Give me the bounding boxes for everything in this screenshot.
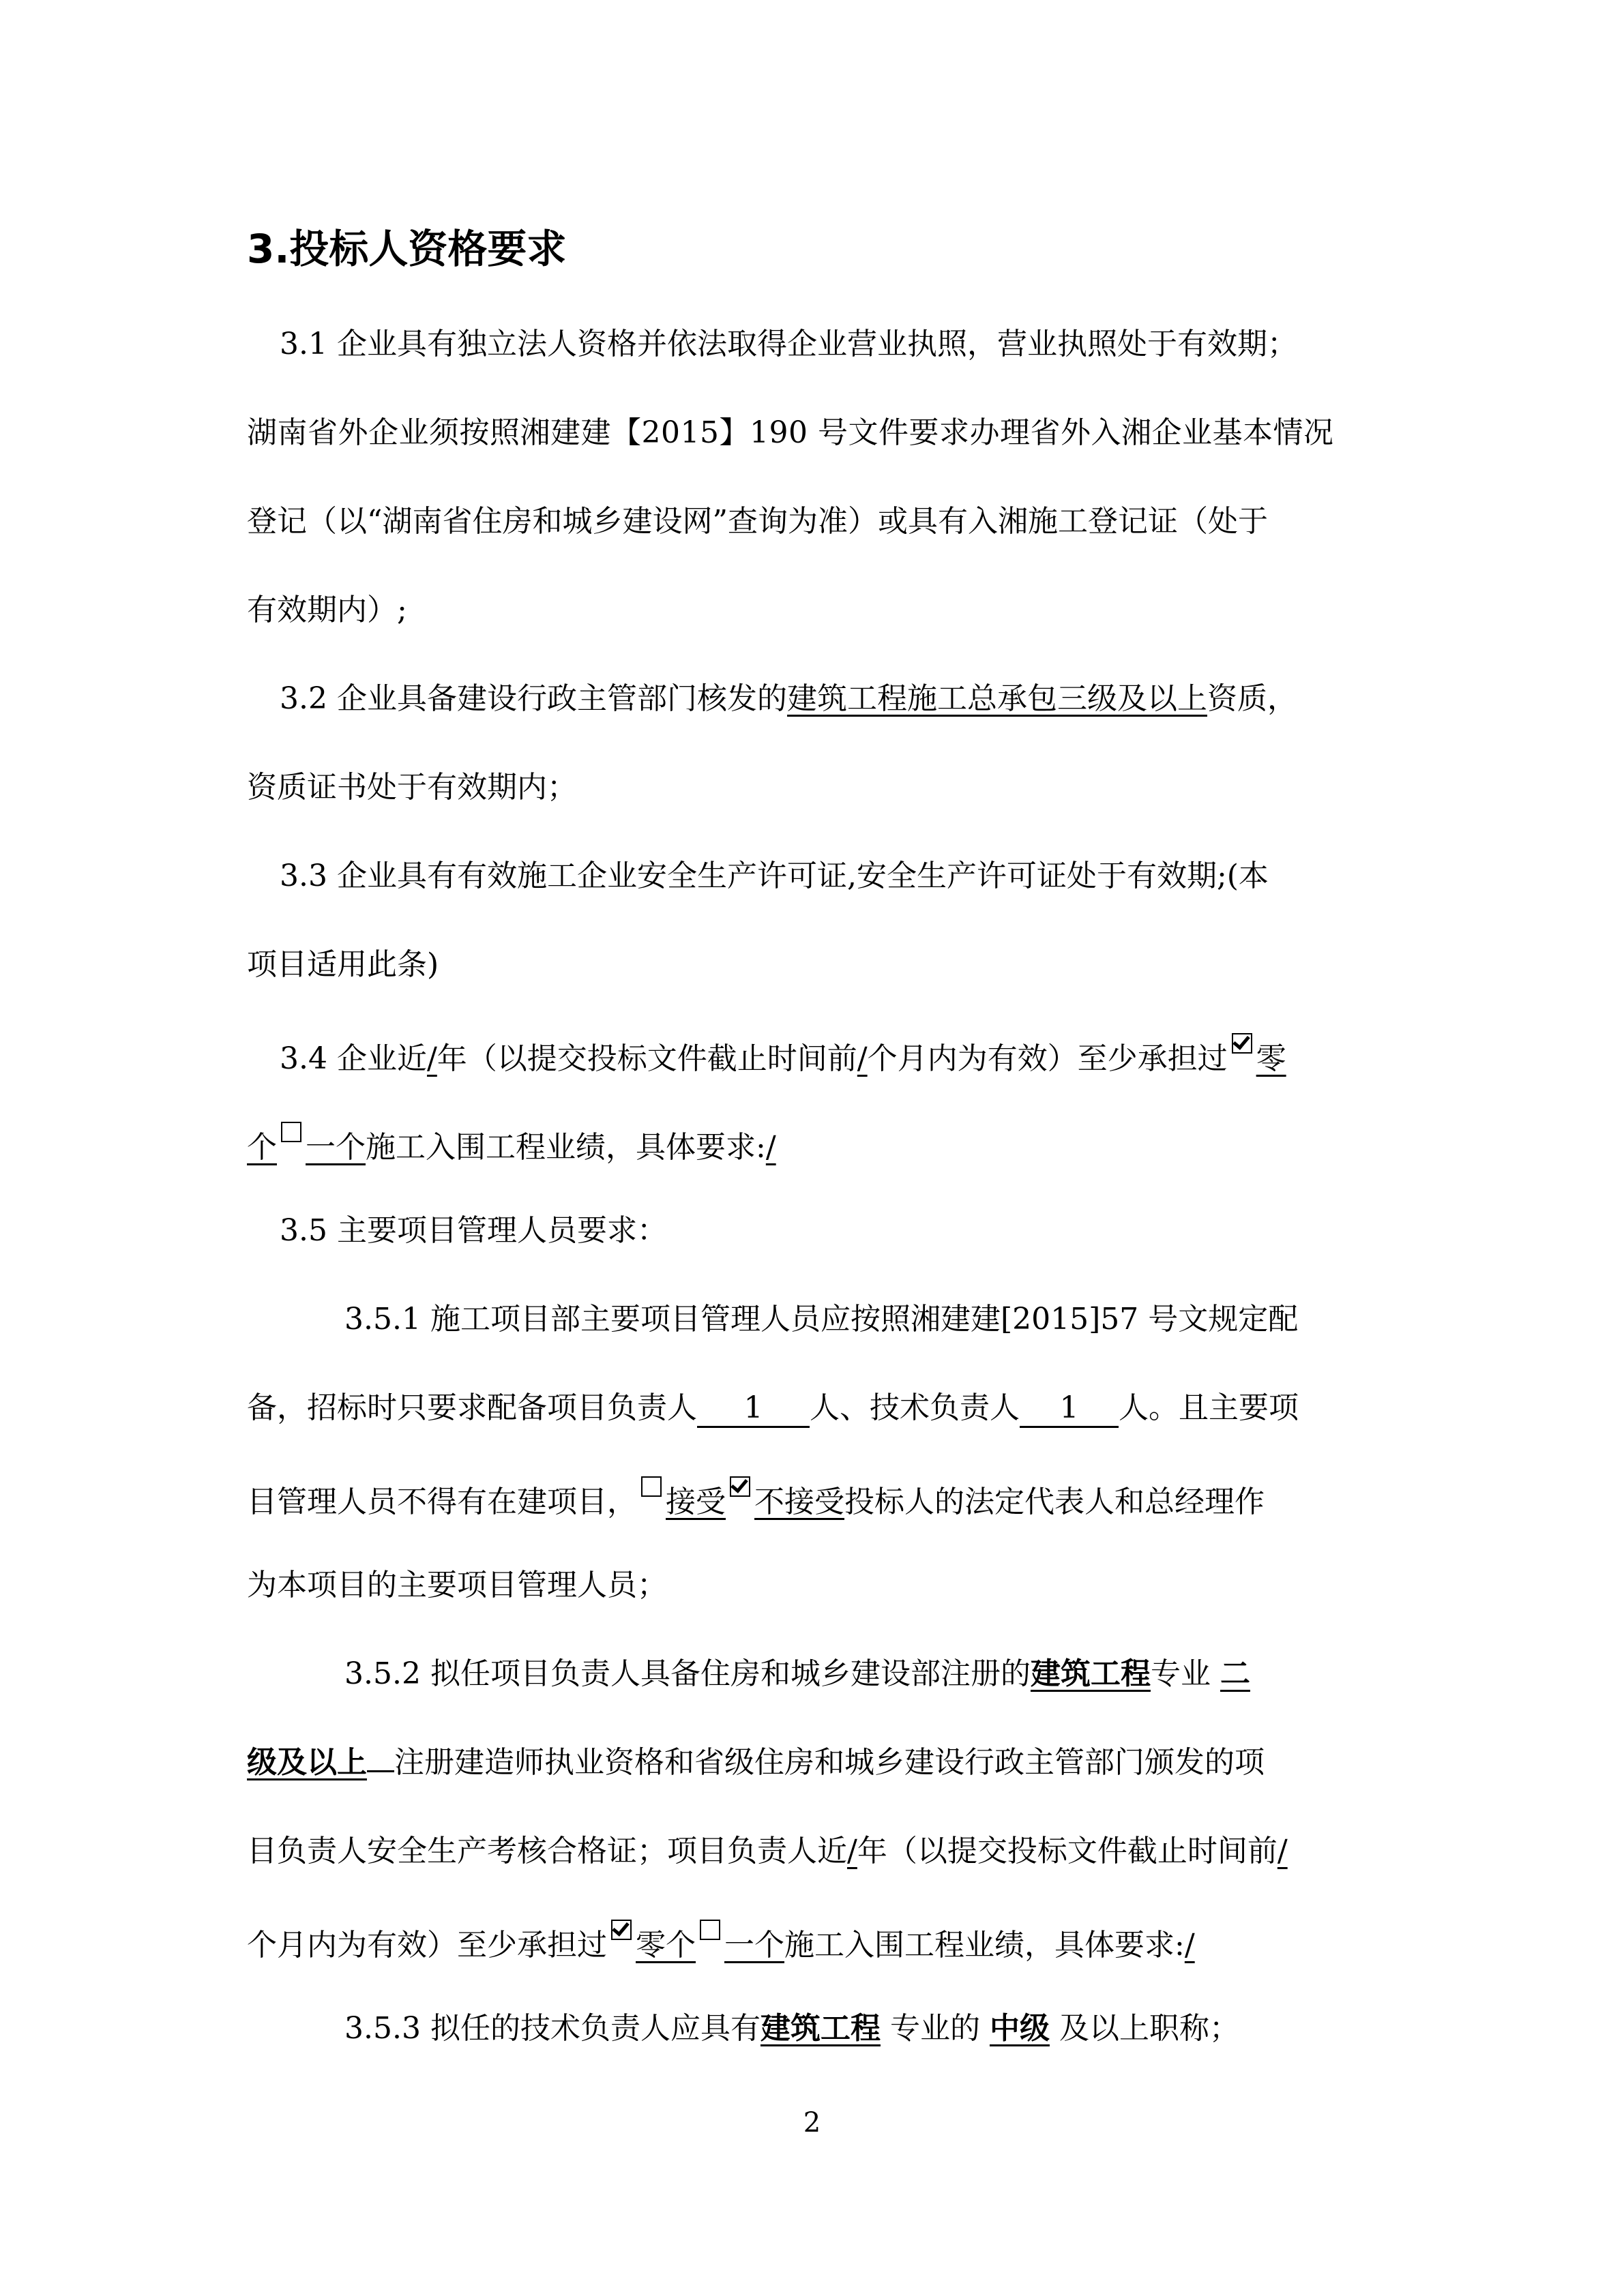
section-heading: 3.投标人资格要求 [247,226,567,272]
requirement-value: / [1184,1928,1195,1963]
grade-value: 二 [1220,1656,1250,1691]
clause-3-3-line-1 [280,856,1269,897]
clause-3-5-2-line-2 [247,1742,1265,1783]
clause-text: 年（以提交投标文件截止时间前 [437,1041,857,1076]
clause-3-5-1-line-2 [247,1388,1299,1429]
option-one: 一个 [724,1928,784,1963]
option-one: 一个 [306,1130,366,1165]
clause-3-2-line-1 [280,679,1297,719]
clause-3-5-2-line-4 [247,1920,1195,1966]
clause-text: 及以上职称； [1059,2011,1239,2046]
clause-3-5-1-line-4 [247,1565,667,1606]
clause-text: 登记（以“湖南省住房和城乡建设网”查询为准）或具有入湘施工登记证（处于 [247,504,1268,539]
option-zero-cont: 个 [247,1130,277,1165]
clause-text: 资质， [1207,681,1297,716]
option-zero: 零 [1256,1041,1286,1076]
checkbox-one-unchecked[interactable] [281,1122,301,1142]
clause-text: 湖南省外企业须按照湘建建【2015】190 号文件要求办理省外入湘企业基本情况 [247,415,1334,450]
clause-text: 施工入围工程业绩，具体要求: [784,1928,1185,1963]
option-reject: 不接受 [754,1485,844,1519]
technical-leader-count: 1 [1020,1390,1119,1428]
clause-text: 个月内为有效）至少承担过 [247,1928,607,1963]
page-number: 2 [803,2107,821,2138]
clause-3-4-line-2 [247,1122,776,1168]
clause-text: 专业 [1150,1656,1211,1691]
checkbox-reject-checked[interactable] [730,1476,750,1497]
clause-3-2-line-2 [247,767,577,808]
clause-3-3-line-2 [247,944,439,985]
years-value: / [847,1834,857,1868]
clause-text: 注册建造师执业资格和省级住房和城乡建设行政主管部门颁发的项 [394,1745,1265,1780]
clause-text: 3.3 企业具有有效施工企业安全生产许可证,安全生产许可证处于有效期;(本 [280,859,1269,893]
clause-text: 为本项目的主要项目管理人员； [247,1568,667,1602]
qualification-requirement: 建筑工程施工总承包三级及以上 [786,681,1207,716]
underline-gap [367,1770,394,1772]
grade-value-cont: 级及以上 [247,1745,367,1780]
clause-text: 目管理人员不得有在建项目， [247,1485,637,1519]
clause-3-5-2-line-1 [344,1654,1250,1695]
clause-text: 3.5 主要项目管理人员要求： [280,1213,667,1248]
clause-3-5-1-line-3 [247,1476,1265,1523]
clause-text: 年（以提交投标文件截止时间前 [857,1834,1278,1868]
specialty-value: 建筑工程 [1030,1656,1151,1691]
clause-text: 资质证书处于有效期内； [247,770,577,805]
clause-text: 3.5.1 施工项目部主要项目管理人员应按照湘建建[2015]57 号文规定配 [344,1302,1299,1337]
clause-text: 施工入围工程业绩，具体要求: [366,1130,766,1165]
clause-3-1-line-1 [280,324,1385,365]
checkbox-accept-unchecked[interactable] [641,1476,662,1497]
option-accept: 接受 [666,1485,726,1519]
clause-text: 3.1 企业具有独立法人资格并依法取得企业营业执照，营业执照处于有效期； [280,327,1297,361]
requirement-value: / [765,1130,776,1165]
clause-text: 3.2 企业具备建设行政主管部门核发的 [280,681,787,716]
clause-3-5-3-line-1 [344,2008,1239,2049]
option-zero: 零个 [636,1928,696,1963]
clause-3-4-line-1 [280,1033,1286,1079]
clause-text: 有效期内）; [247,593,407,627]
clause-text: 人。且主要项 [1119,1390,1299,1425]
years-value: / [426,1041,437,1076]
clause-text: 3.4 企业近 [280,1041,427,1076]
clause-text: 备，招标时只要求配备项目负责人 [247,1390,697,1425]
checkbox-zero-checked[interactable] [611,1920,632,1940]
months-value: / [1277,1834,1288,1868]
clause-text: 3.5.3 拟任的技术负责人应具有 [344,2011,761,2046]
title-grade-value: 中级 [989,2011,1050,2046]
specialty-value: 建筑工程 [760,2011,881,2046]
clause-text: 个月内为有效）至少承担过 [867,1041,1228,1076]
clause-3-1-line-2 [247,413,1385,453]
clause-3-5-1-line-1 [344,1299,1385,1340]
clause-text: 人、技术负责人 [810,1390,1020,1425]
clause-text: 投标人的法定代表人和总经理作 [844,1485,1265,1519]
clause-text: 项目适用此条) [247,947,439,982]
checkbox-one-unchecked[interactable] [700,1920,720,1940]
checkbox-zero-checked[interactable] [1232,1033,1252,1054]
clause-text: 专业的 [889,2011,980,2046]
months-value: / [857,1041,868,1076]
project-leader-count: 1 [697,1390,810,1428]
clause-text: 3.5.2 拟任项目负责人具备住房和城乡建设部注册的 [344,1656,1031,1691]
clause-text: 目负责人安全生产考核合格证；项目负责人近 [247,1834,847,1868]
clause-3-5-2-line-3 [247,1831,1288,1872]
clause-3-5-title [280,1210,667,1251]
clause-3-1-line-3 [247,501,1385,542]
clause-3-1-line-4 [247,590,407,631]
